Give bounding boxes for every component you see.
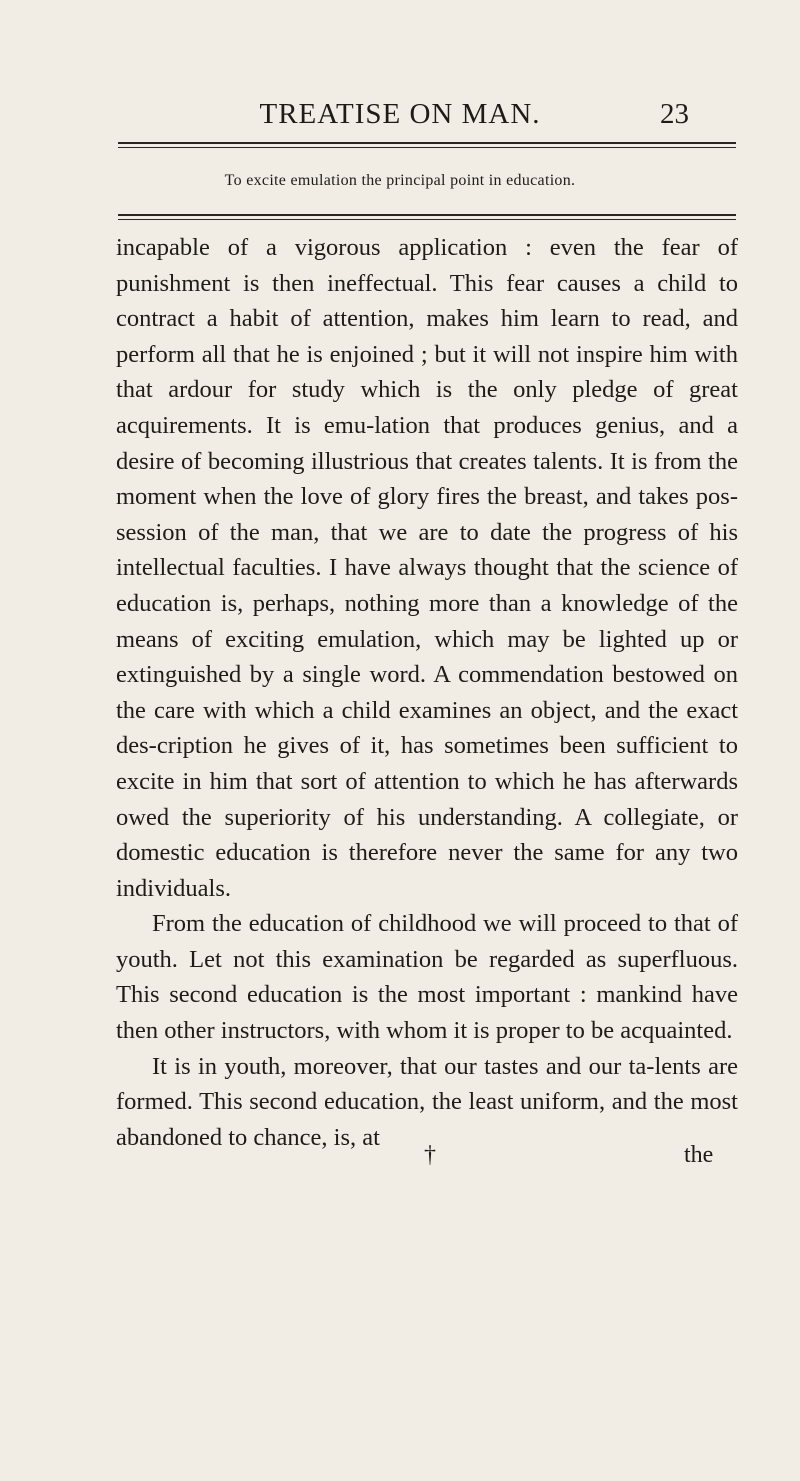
paragraph: From the education of childhood we will proceed to that of youth. Let not this examination be regarded as superfluous. This second education is the most important : mankind have then other instructors, with whom it is proper to be acquainted. xyxy=(116,910,738,1045)
catchword: the xyxy=(684,1142,714,1168)
header-rule xyxy=(118,142,736,144)
running-title: TREATISE ON MAN. xyxy=(259,98,541,130)
body-text xyxy=(116,230,738,1155)
signature-mark: † xyxy=(424,1142,436,1168)
caption-rule-thin xyxy=(118,219,736,220)
page-number: 23 xyxy=(660,98,689,130)
paragraph: It is in youth, moreover, that our tastes and our ta-lents are formed. This second education, the least uniform, and the most abandoned to chance, is, at xyxy=(116,1052,738,1151)
paragraph: incapable of a vigorous application : even the fear of punishment is then ineffectual. This fear causes a child to contract a habit of attention, makes him learn to read, and perform all that he is enjoined ; but it will not inspire him with that ardour for study which is the only pledge of great acquirements. It is emu-lation that produces genius, and a desire of becoming illustrious that creates talents. It is from the moment when the love of glory fires the breast, and takes pos-session of the man, that we are to date the progress of his intellectual faculties. I have always thought that the science of education is, perhaps, nothing more than a knowledge of the means of exciting emulation, which may be lighted up or extinguished by a single word. A commendation bestowed on the care with which a child examines an object, and the exact des-cription he gives of it, has sometimes been sufficient to excite in him that sort of attention to which he has afterwards owed the superiority of his understanding. A collegiate, or domestic education is therefore never the same for any two individuals. xyxy=(116,234,738,902)
header-rule-thin xyxy=(118,147,736,148)
caption-rule xyxy=(118,214,736,216)
section-caption: To excite emulation the principal point in education. xyxy=(224,172,576,189)
